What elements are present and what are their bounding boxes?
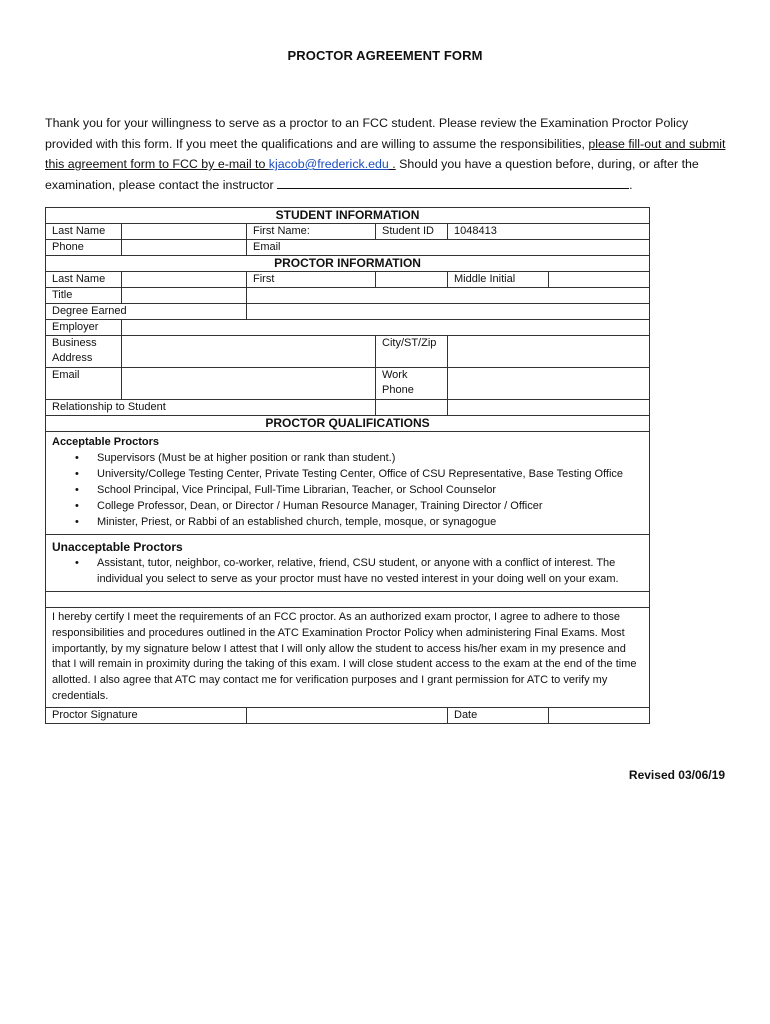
page-title: PROCTOR AGREEMENT FORM [287,48,483,63]
unacceptable-item: • Assistant, tutor, neighbor, co-worker, relative, friend, CSU student, or anyone with a conflict of interest. The individual you select to serve as your proctor must have no vested interest in your doing well on your exam. [97,555,643,587]
proctor-title-field-extended[interactable] [247,288,650,304]
proctor-first-field[interactable] [376,272,448,288]
instructor-blank[interactable] [277,175,629,189]
proctor-business-address-field[interactable] [122,336,376,368]
unacceptable-proctors-box [46,535,650,592]
proctor-city-state-zip-label: City/ST/Zip [376,336,448,368]
proctor-last-name-field[interactable] [122,272,247,288]
unacceptable-proctors-heading: Unacceptable Proctors [52,540,183,554]
proctor-employer-field[interactable] [122,320,650,336]
proctor-form-table [45,207,650,724]
intro-instruction: please fill-out and submit this agreement form to FCC by e-mail to kjacob@frederick.edu . [45,136,726,171]
proctor-first-label: First [247,272,376,288]
proctor-email-field[interactable] [122,368,376,400]
proctor-relationship-field[interactable] [376,400,448,416]
acceptable-proctors-list [52,450,643,530]
acceptable-proctors-heading: Acceptable Proctors [52,436,159,448]
date-field[interactable] [549,707,650,723]
student-id-label: Student ID [376,224,448,240]
proctor-middle-initial-field[interactable] [549,272,650,288]
qualifications-heading: PROCTOR QUALIFICATIONS [46,416,650,432]
proctor-title-field[interactable] [122,288,247,304]
proctor-relationship-label: Relationship to Student [46,400,376,416]
proctor-work-phone-field[interactable] [448,368,650,400]
unacceptable-proctors-list [52,555,643,587]
proctor-business-address-label: Business Address [46,336,122,368]
acceptable-item: • College Professor, Dean, or Director / Human Resource Manager, Training Director / Officer [97,498,643,514]
acceptable-item: • Supervisors (Must be at higher position or rank than student.) [97,450,643,466]
student-phone-label: Phone [46,240,122,256]
revised-date: Revised 03/06/19 [628,768,725,782]
date-label: Date [448,707,549,723]
student-last-name-label: Last Name [46,224,122,240]
student-id-field[interactable]: 1048413 [448,224,650,240]
student-info-heading: STUDENT INFORMATION [46,208,650,224]
student-last-name-field[interactable] [122,224,247,240]
proctor-title-label: Title [46,288,122,304]
proctor-degree-field[interactable] [247,304,650,320]
proctor-city-state-zip-field[interactable] [448,336,650,368]
email-link[interactable]: kjacob@frederick.edu [268,157,389,171]
proctor-degree-label: Degree Earned [46,304,247,320]
proctor-email-label: Email [46,368,122,400]
section-divider [46,592,650,608]
student-phone-field[interactable] [122,240,247,256]
proctor-signature-field[interactable] [247,707,448,723]
intro-text-2: Should you have a question before, during, or after the examination, please contact the instructor [45,157,699,192]
acceptable-item: • University/College Testing Center, Private Testing Center, Office of CSU Representative, Base Testing Office [97,466,643,482]
proctor-relationship-field-extended[interactable] [448,400,650,416]
proctor-work-phone-label: Work Phone [376,368,448,400]
proctor-signature-label: Proctor Signature [46,707,247,723]
student-email-label[interactable]: Email [247,240,650,256]
acceptable-proctors-box [46,432,650,535]
student-first-name-label: First Name: [247,224,376,240]
proctor-last-name-label: Last Name [46,272,122,288]
intro-text-1: Thank you for your willingness to serve as a proctor to an FCC student. Please review the Examination Proctor Policy provided with this form. If you meet the qualifications and are willing to assume the responsibilities, [45,116,689,151]
intro-paragraph: Thank you for your willingness to serve as a proctor to an FCC student. Please review the Examination Proctor Policy provided with this form. If you meet the qualifications and are willing to assume the responsibilities, please fill-out and submit this agreement form to FCC by e-mail to kjacob@frederick.edu . Should you have a question before, during, or after the examination, please contact the instructor . [45,116,726,192]
acceptable-item: • Minister, Priest, or Rabbi of an established church, temple, mosque, or synagogue [97,514,643,530]
proctor-middle-initial-label: Middle Initial [448,272,549,288]
certification-statement: I hereby certify I meet the requirements of an FCC proctor. As an authorized exam proctor, I agree to adhere to those responsibilities and procedures outlined in the ATC Examination Proctor Policy when administering Final Exams. Most importantly, by my signature below I attest that I will only allow the student to access his/her exam in my presence and that I will remain in proximity during the taking of this exam. I will close student access to the exam at the end of the time allotted. I also agree that ATC may contact me for verification purposes and I grant permission for ATC to verify my credentials. [46,608,650,708]
proctor-employer-label: Employer [46,320,122,336]
acceptable-item: • School Principal, Vice Principal, Full-Time Librarian, Teacher, or School Counselor [97,482,643,498]
proctor-info-heading: PROCTOR INFORMATION [46,256,650,272]
